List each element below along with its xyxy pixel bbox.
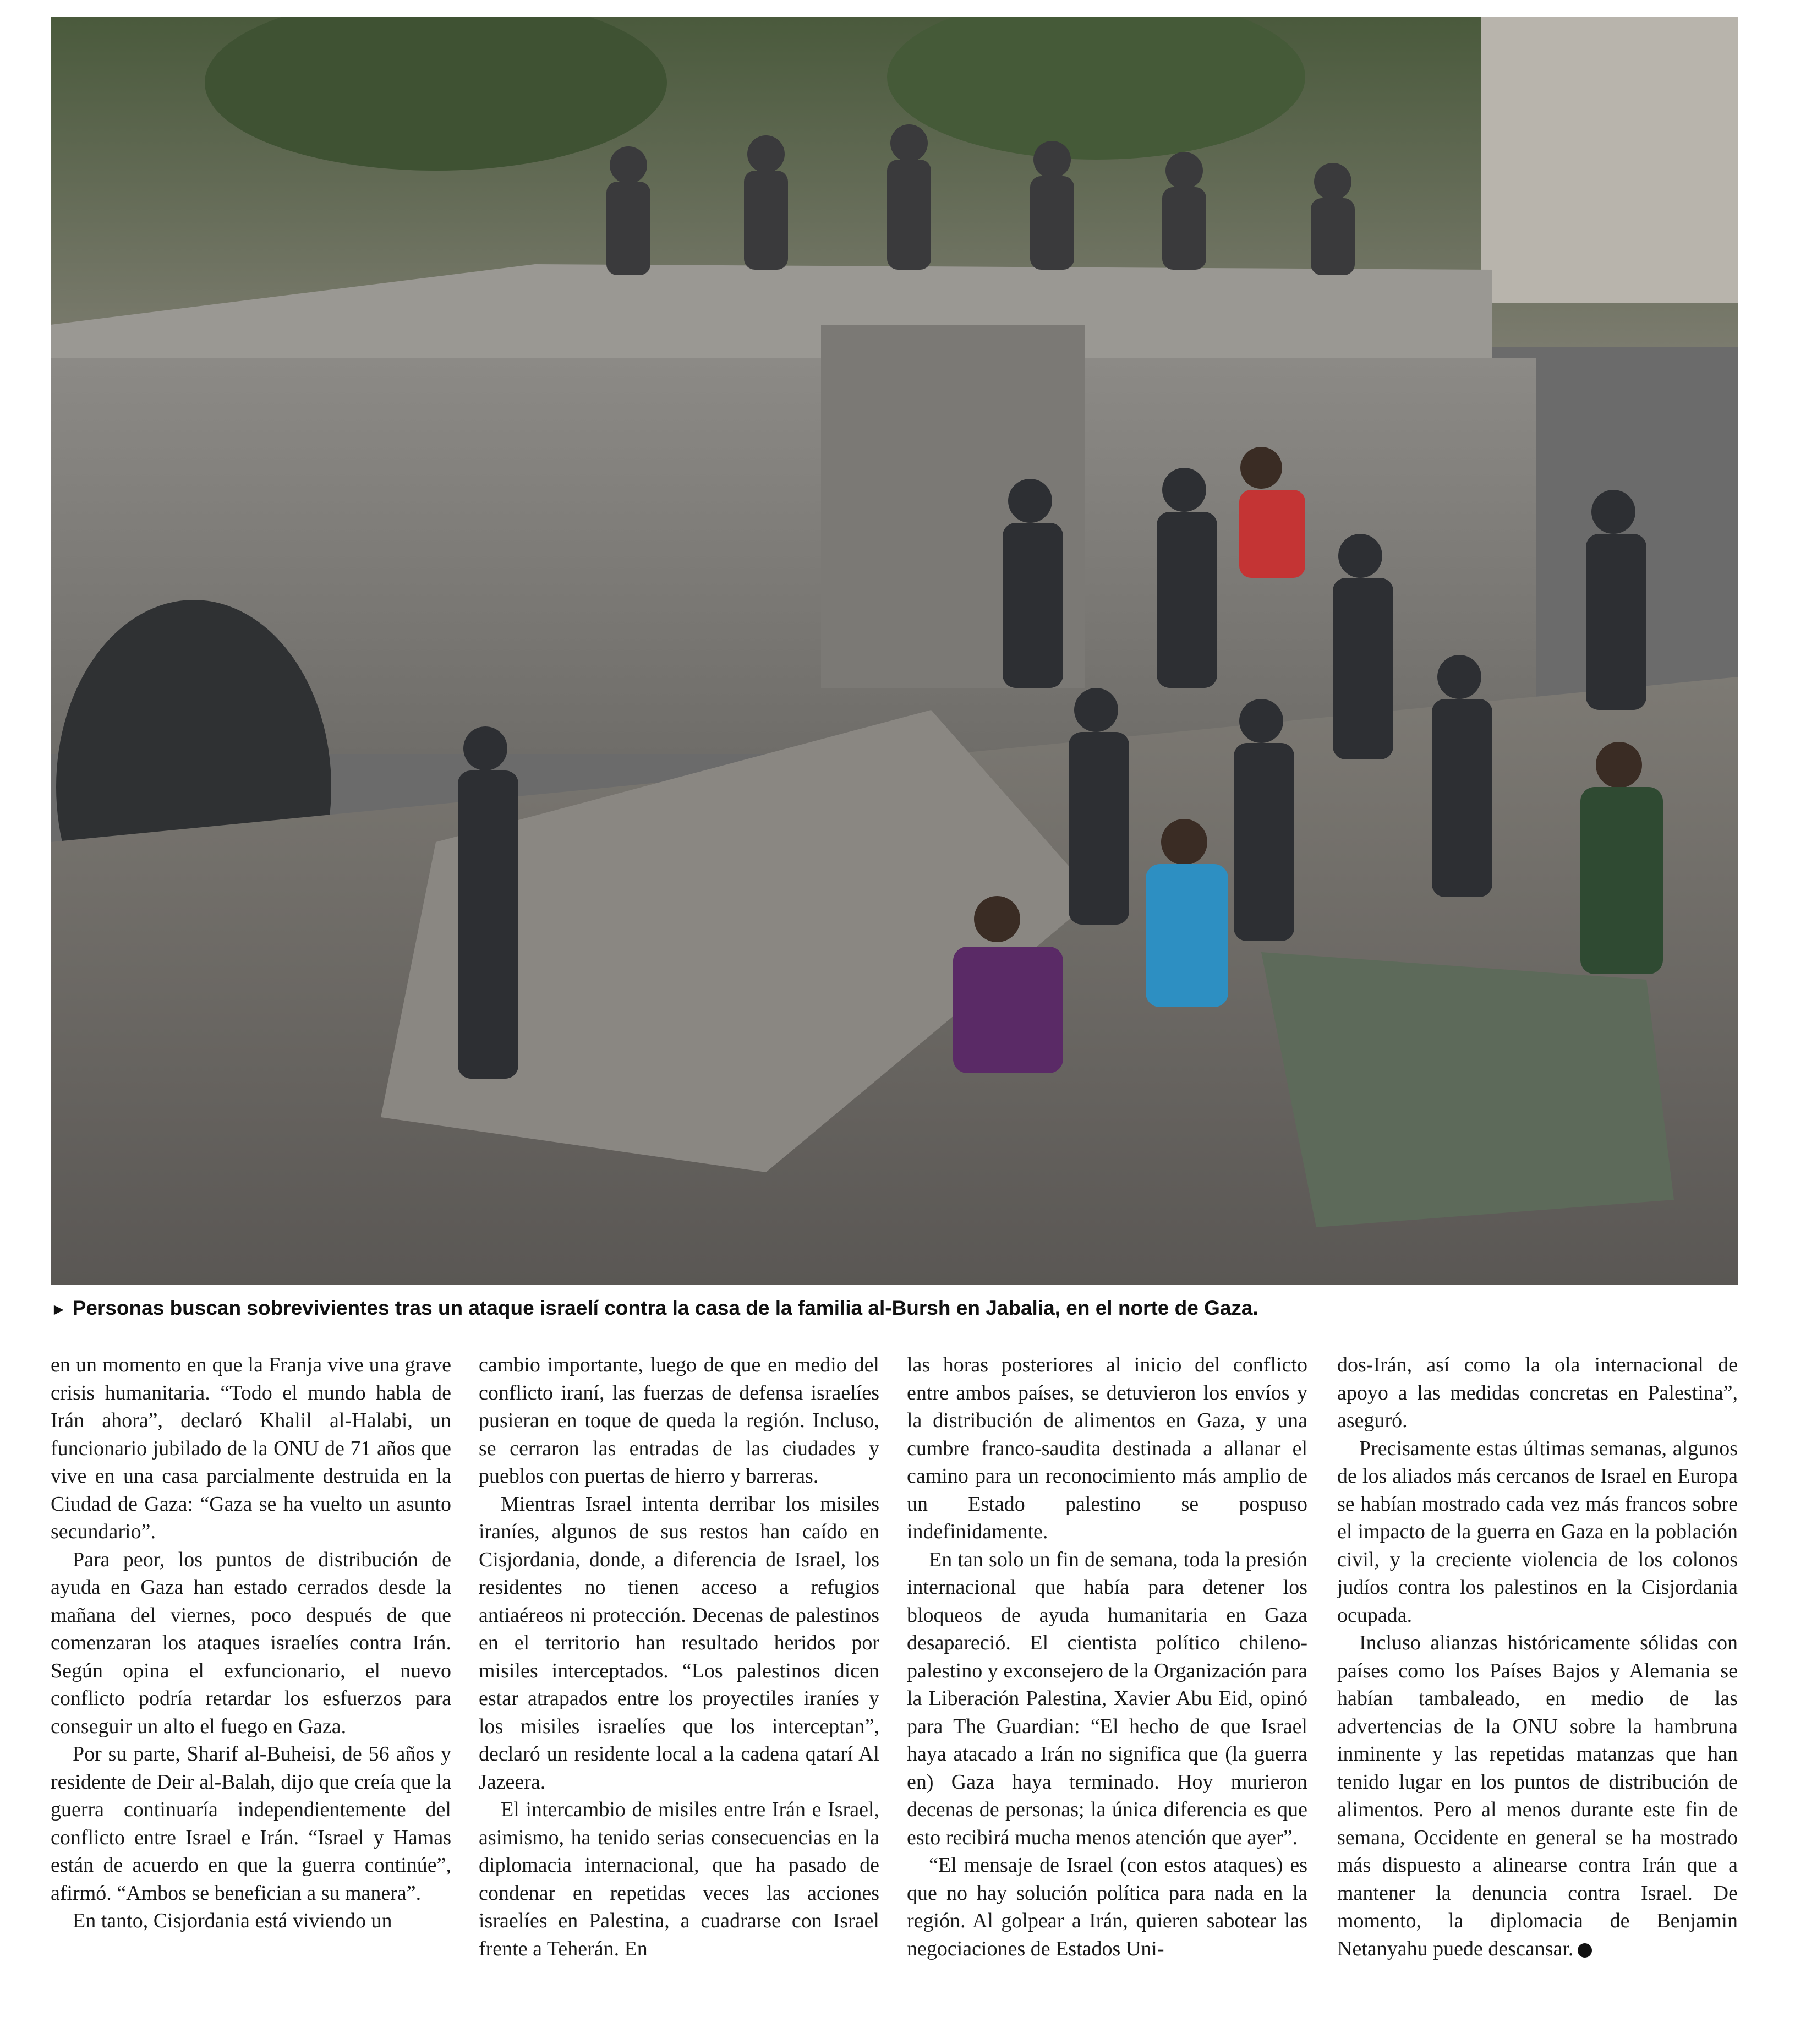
paragraph: Por su parte, Sharif al-Buheisi, de 56 años y residente de Deir al-Balah, dijo que creía que la guerra continuaría independientemente del conflicto entre Israel e Irán. “Israel y Hamas están de acuerdo en que la guerra continúe”, afirmó. “Ambos se benefician a su manera”. [51, 1742, 451, 1905]
paragraph: En tan solo un fin de semana, toda la presión internacional que había para detener los bloqueos de ayuda humanitaria en Gaza desapareció. El cientista político chileno-palestino y exconsejero de la Organización para la Liberación Palestina, Xavier Abu Eid, opinó para The Guardian: “El hecho de que Israel haya atacado a Irán no significa que (la guerra en) Gaza haya terminado. Hoy murieron decenas de personas; la única diferencia es que esto recibirá mucha menos atención que ayer”. [907, 1548, 1307, 1849]
caption-text: Personas buscan sobrevivientes tras un ataque israelí contra la casa de la familia al-Bursh en Jabalia, en el norte de Gaza. [72, 1297, 1258, 1319]
paragraph: Precisamente estas últimas semanas, algunos de los aliados más cercanos de Israel en Europa se habían mostrado cada vez más francos sobre el impacto de la guerra en Gaza en la población civil, y la creciente violencia de los colonos judíos contra los palestinos en la Cisjordania ocupada. [1337, 1436, 1738, 1627]
final-paragraph-text: Incluso alianzas históricamente sólidas con países como los Países Bajos y Alemania se habían tambaleado, en medio de las advertencias de la ONU sobre la hambruna inminente y las repetidas matanzas que han tenido lugar en los puntos de distribución de alimentos. Pero al menos durante este fin de semana, Occidente en general se ha mostrado más dispuesto a alinearse contra Irán que a mantener la denuncia contra Israel. De momento, la diplomacia de Benjamin Netanyahu puede descansar. [1337, 1631, 1738, 1960]
photo-caption [51, 1289, 1738, 1327]
paragraph: las horas posteriores al inicio del conflicto entre ambos países, se detuvieron los envíos y la distribución de alimentos en Gaza, y una cumbre franco-saudita destinada a allanar el camino para un reconocimiento más amplio de un Estado palestino se pospuso indefinidamente. [907, 1353, 1307, 1543]
end-of-article-dot-icon [1578, 1943, 1592, 1958]
article-column-1 [51, 1351, 451, 2028]
paragraph: en un momento en que la Franja vive una grave crisis humanitaria. “Todo el mundo habla de Irán ahora”, declaró Khalil al-Halabi, un funcionario jubilado de la ONU de 71 años que vive en una casa parcialmente destruida en la Ciudad de Gaza: “Gaza se ha vuelto un asunto secundario”. [51, 1353, 451, 1543]
paragraph: Para peor, los puntos de distribución de ayuda en Gaza han estado cerrados desde la mañana del viernes, poco después de que comenzaran los ataques israelíes contra Irán. Según opina el exfuncionario, el nuevo conflicto podría retardar los esfuerzos para conseguir un alto el fuego en Gaza. [51, 1548, 451, 1738]
paragraph [1337, 1629, 1738, 1963]
caption-marker: ► [51, 1300, 67, 1319]
paragraph: El intercambio de misiles entre Irán e Israel, asimismo, ha tenido serias consecuencias en la diplomacia internacional, que ha pasado de condenar en repetidas veces las acciones israelíes en Palestina, a cuadrarse con Israel frente a Teherán. En [479, 1798, 879, 1960]
article-column-4 [1337, 1351, 1738, 2028]
paragraph: cambio importante, luego de que en medio del conflicto iraní, las fuerzas de defensa israelíes pusieran en toque de queda la región. Incluso, se cerraron las entradas de las ciudades y pueblos con puertas de hierro y barreras. [479, 1353, 879, 1488]
article-column-2 [479, 1351, 879, 2028]
news-photo [51, 17, 1738, 1285]
paragraph: Mientras Israel intenta derribar los misiles iraníes, algunos de sus restos han caído en Cisjordania, donde, a diferencia de Israel, los residentes no tienen acceso a refugios antiaéreos ni protección. Decenas de palestinos en el territorio han resultado heridos por misiles interceptados. “Los palestinos dicen estar atrapados entre los proyectiles iraníes y los misiles israelíes que los interceptan”, declaró un residente local a la cadena qatarí Al Jazeera. [479, 1492, 879, 1794]
article-column-3 [907, 1351, 1307, 2028]
paragraph: En tanto, Cisjordania está viviendo un [73, 1909, 392, 1932]
paragraph: dos-Irán, así como la ola internacional de apoyo a las medidas concretas en Palestina”, aseguró. [1337, 1353, 1738, 1432]
paragraph: “El mensaje de Israel (con estos ataques) es que no hay solución política para nada en la región. Al golpear a Irán, quieren sabotear las negociaciones de Estados Uni- [907, 1854, 1307, 1960]
photo-illustration [51, 17, 1738, 1285]
